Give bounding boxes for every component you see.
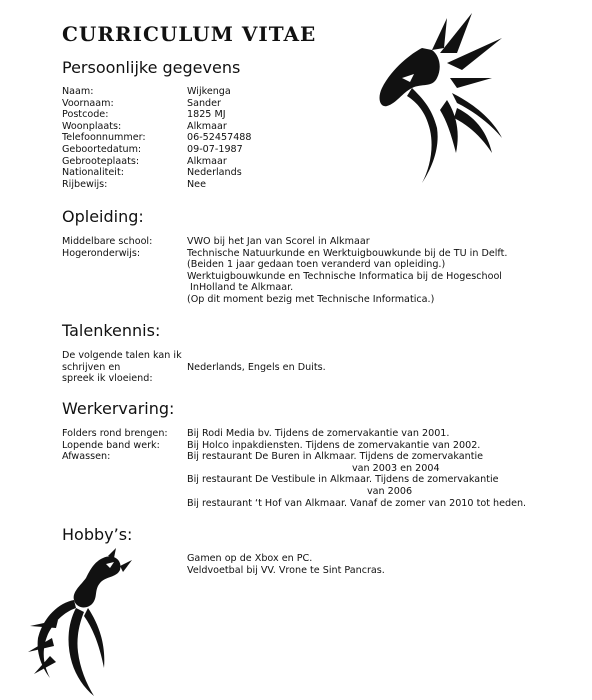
education-labels	[62, 236, 152, 259]
languages-label-line: schrijven en	[62, 361, 121, 373]
field-value: Wijkenga	[187, 86, 231, 97]
field-value: Nederlands	[187, 167, 242, 179]
field-label: Naam:	[62, 86, 94, 97]
hobbies-heading: Hobby’s:	[62, 525, 133, 544]
hobbies-details	[187, 553, 385, 576]
field-value: Nee	[187, 178, 206, 190]
hobby-line: Veldvoetbal bij VV. Vrone te Sint Pancras.	[187, 564, 385, 576]
work-labels	[62, 428, 168, 463]
education-line: (Op dit moment bezig met Technische Informatica.)	[187, 293, 435, 305]
education-label: Hogeronderwijs:	[62, 247, 141, 259]
education-line: InHolland te Alkmaar.	[187, 282, 294, 294]
field-label: Woonplaats:	[62, 120, 122, 132]
field-label: Postcode:	[62, 109, 109, 121]
languages-heading: Talenkennis:	[62, 321, 161, 340]
languages-label-line: spreek ik vloeiend:	[62, 373, 153, 385]
work-line: van 2003 en 2004	[352, 462, 440, 474]
field-label: Rijbewijs:	[62, 178, 108, 190]
education-details	[187, 236, 507, 306]
field-value: 06-52457488	[187, 132, 252, 144]
hobby-line: Gamen op de Xbox en PC.	[187, 553, 313, 564]
personal-heading: Persoonlijke gegevens	[62, 58, 241, 77]
dragon-tattoo-illustration-bottom	[28, 548, 138, 698]
field-label: Telefoonnummer:	[62, 132, 146, 144]
field-value: Alkmaar	[187, 155, 227, 167]
field-value: 09-07-1987	[187, 144, 243, 155]
work-line: van 2006	[367, 485, 413, 497]
work-line: Bij Rodi Media bv. Tijdens de zomervakantie van 2001.	[187, 428, 450, 439]
field-label: Voornaam:	[62, 97, 114, 109]
education-line: (Beiden 1 jaar gedaan toen veranderd van opleiding.)	[187, 259, 446, 271]
education-line: Werktuigbouwkunde en Technische Informatica bij de Hogeschool	[187, 270, 502, 282]
field-value: Alkmaar	[187, 120, 227, 132]
work-details	[187, 428, 526, 509]
education-heading: Opleiding:	[62, 207, 144, 226]
work-heading: Werkervaring:	[62, 399, 175, 418]
work-line: Bij Holco inpakdiensten. Tijdens de zomervakantie van 2002.	[187, 439, 481, 451]
education-line: Technische Natuurkunde en Werktuigbouwkunde bij de TU in Delft.	[187, 247, 508, 259]
work-label: Lopende band werk:	[62, 439, 160, 451]
field-label: Nationaliteit:	[62, 167, 124, 179]
work-line: Bij restaurant ‘t Hof van Alkmaar. Vanaf de zomer van 2010 tot heden.	[187, 497, 527, 509]
work-line: Bij restaurant De Vestibule in Alkmaar. Tijdens de zomervakantie	[187, 474, 499, 486]
cv-title: CURRICULUM VITAE	[62, 22, 317, 46]
languages-label	[62, 350, 182, 385]
education-label: Middelbare school:	[62, 236, 153, 247]
languages-value: Nederlands, Engels en Duits.	[187, 361, 326, 373]
work-label: Afwassen:	[62, 451, 111, 463]
field-label: Gebrooteplaats:	[62, 155, 140, 167]
field-label: Geboortedatum:	[62, 144, 142, 155]
dragon-tattoo-illustration-top	[352, 8, 522, 188]
work-line: Bij restaurant De Buren in Alkmaar. Tijdens de zomervakantie	[187, 451, 484, 463]
education-line: VWO bij het Jan van Scorel in Alkmaar	[187, 236, 370, 247]
field-value: 1825 MJ	[187, 109, 226, 121]
field-value: Sander	[187, 97, 221, 109]
work-label: Folders rond brengen:	[62, 428, 168, 439]
languages-label-line: De volgende talen kan ik	[62, 350, 182, 361]
